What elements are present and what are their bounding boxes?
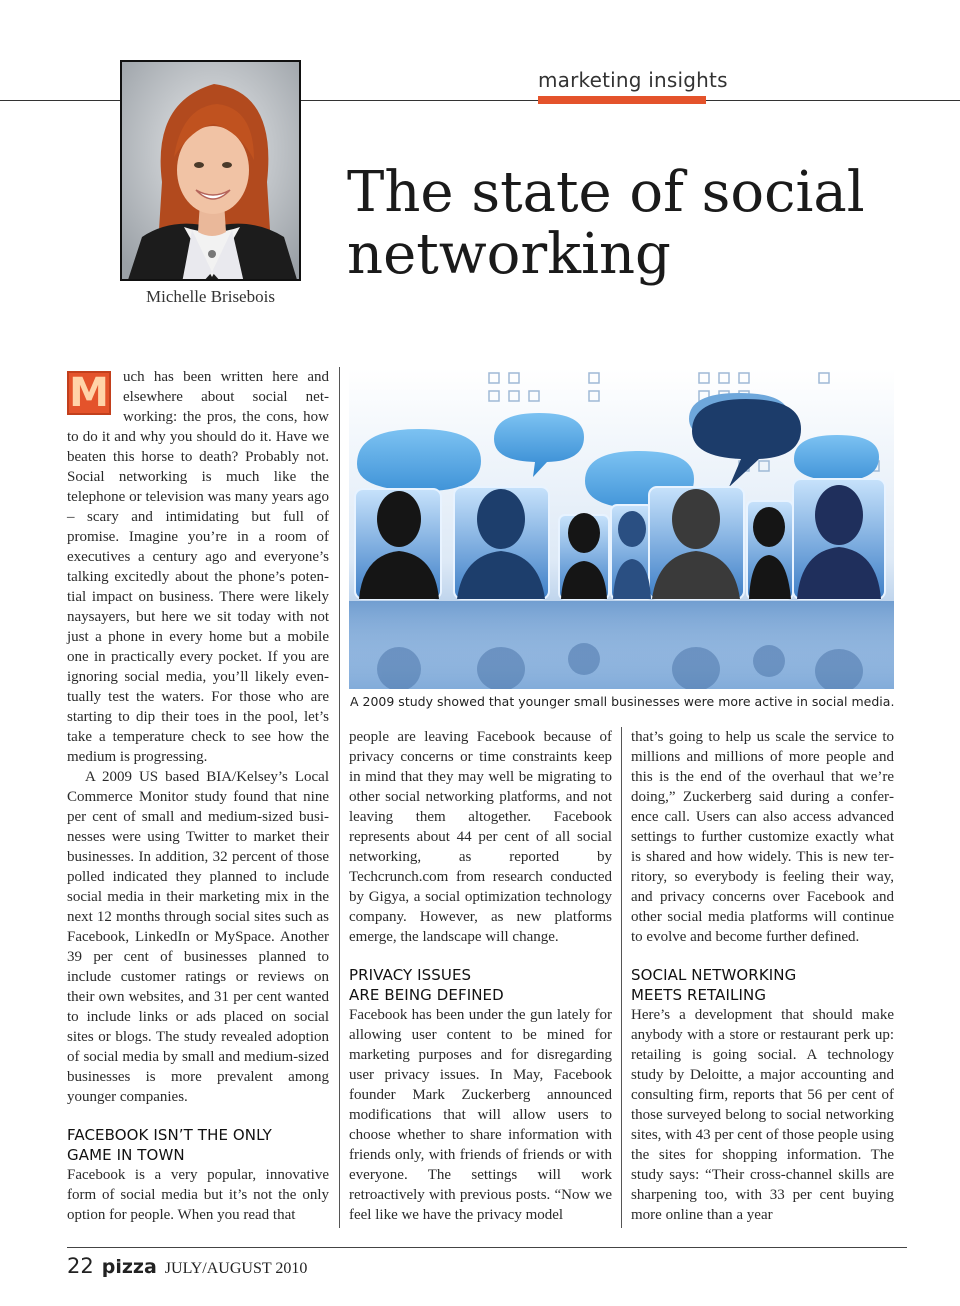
page-number: 22 bbox=[67, 1254, 94, 1278]
paragraph-1 bbox=[67, 367, 329, 767]
subhead-privacy-line-2: ARE BEING DEFINED bbox=[349, 986, 504, 1004]
article-title bbox=[347, 162, 907, 286]
paragraph-1-text: uch has been written here and elsewhere about social networking: the pros, the cons, how to do it and why you should do it. Have we beaten this horse to death? Probably not. Social networking is much like the telephone or television was many years ago – scary and intimidating but full of promise. Imagine you’re in a room of executives a century ago and everyone’s talking excitedly about the phone’s potential impact on business. There were likely naysayers, but here we sit today with not just a phone in every home but a mobile one in practically every pocket. If you are ignoring social media, you’ll likely eventually test the waters. For those who are starting to dip their toes in the pool, let’s take a temperature check to see how the medium is progressing. bbox=[67, 369, 329, 765]
paragraph-4: people are leaving Facebook because of privacy concerns or time constraints keep in mind that they may well be migrating to other social networking platforms, and not leaving them altogether. Facebook represents about 44 per cent of all social networking, as reported by Techcrunch.com from research conducted by Gigya, a social optimization technology company. However, as new platforms emerge, the landscape will change. bbox=[349, 729, 612, 945]
subhead-retailing bbox=[631, 965, 894, 1005]
column-divider-2 bbox=[621, 727, 622, 1228]
section-label: marketing insights bbox=[538, 68, 728, 92]
title-line-1: The state of social bbox=[347, 160, 865, 225]
subhead-facebook bbox=[67, 1125, 329, 1165]
title-line-2: networking bbox=[347, 222, 671, 287]
paragraph-2: A 2009 US based BIA/Kelsey’s Local Commerce Monitor study found that nine per cent of small and medium-sized businesses were using Twitter to market their businesses. In addition, 32 percent of those polled indicated they planned to include social media in their marketing mix in the next 12 months through social sites such as Facebook, LinkedIn or MySpace. Another 39 per cent of businesses planned to include customer ratings or reviews on their own websites, and 31 per cent wanted to include links or ads placed on social sites or blogs. The study revealed adoption of social media by small and medium-sized businesses is more prevalent among younger companies. bbox=[67, 769, 329, 1105]
drop-cap: M bbox=[67, 371, 111, 415]
subhead-retailing-line-1: SOCIAL NETWORKING bbox=[631, 966, 797, 984]
subhead-privacy bbox=[349, 965, 612, 1005]
article-column-3 bbox=[631, 727, 894, 1225]
author-name: Michelle Brisebois bbox=[146, 287, 275, 306]
section-accent-bar bbox=[538, 96, 706, 104]
subhead-facebook-line-1: FACEBOOK ISN’T THE ONLY bbox=[67, 1126, 272, 1144]
issue-date: JULY/AUGUST 2010 bbox=[164, 1260, 308, 1277]
column-divider-1 bbox=[339, 367, 340, 1228]
magazine-name: pizza bbox=[101, 1256, 157, 1278]
page-footer bbox=[67, 1254, 307, 1278]
social-network-illustration bbox=[349, 369, 894, 689]
subhead-facebook-line-2: GAME IN TOWN bbox=[67, 1146, 185, 1164]
subhead-retailing-line-2: MEETS RETAILING bbox=[631, 986, 767, 1004]
footer-rule bbox=[67, 1247, 907, 1248]
article-column-2 bbox=[349, 727, 612, 1225]
paragraph-7: Here’s a development that should make anybody with a store or restaurant perk up: retailing is going social. A technology study by Deloitte, a major accounting and consulting firm, reports that 56 per cent of those surveyed belong to social networking sites, with 43 per cent of those people using the sites for shopping information. The study says: “Their cross-channel skills are sharpening too, with 33 per cent buying more online than a year bbox=[631, 1007, 894, 1223]
paragraph-6: that’s going to help us scale the service to millions and millions of more people and this is the end of the overhaul that we’re doing,” Zuckerberg said during a conference call. Users can also access advanced settings to further customize exactly what is shared and how widely. This is new territory, so everybody is feeling their way, and privacy concerns over Facebook and other social media platforms will continue to evolve and become further defined. bbox=[631, 729, 894, 945]
paragraph-3: Facebook is a very popular, innovative form of social media but it’s not the only option for people. When you read that bbox=[67, 1167, 329, 1223]
subhead-privacy-line-1: PRIVACY ISSUES bbox=[349, 966, 472, 984]
author-photo bbox=[120, 60, 301, 281]
figure-caption: A 2009 study showed that younger small businesses were more active in social media. bbox=[350, 694, 895, 709]
article-column-1 bbox=[67, 367, 329, 1225]
paragraph-5: Facebook has been under the gun lately for allowing user content to be mined for marketing purposes and for disregarding user privacy issues. In May, Facebook founder Mark Zuckerberg announced modifications that will allow users to choose whether to share information with friends only, with friends of friends or with everyone. The settings will work retroactively with previous posts. “Now we feel like we have the privacy model bbox=[349, 1007, 612, 1223]
